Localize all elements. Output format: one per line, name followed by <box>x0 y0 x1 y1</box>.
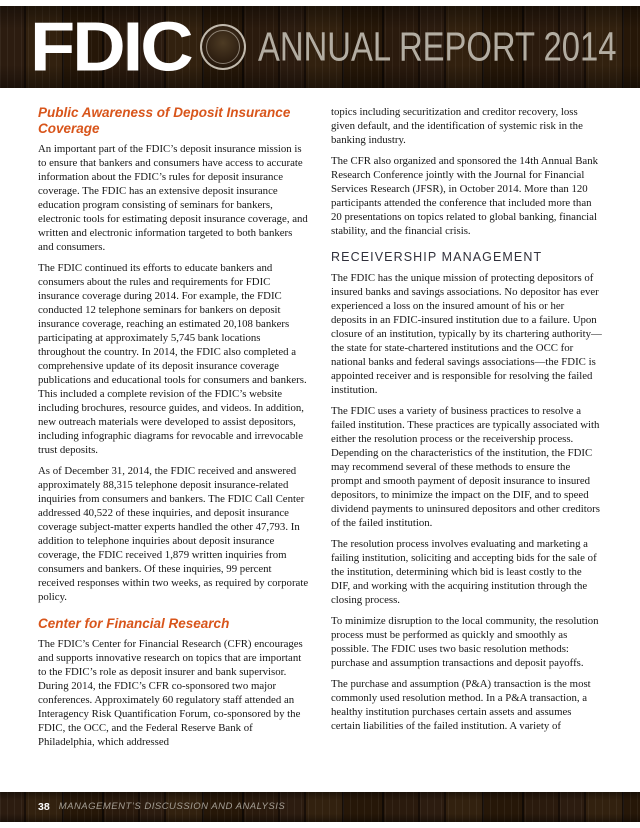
report-header-banner <box>0 6 640 88</box>
right-column <box>331 105 602 792</box>
heading-center-for-financial-research: Center for Financial Research <box>38 616 230 631</box>
page-footer <box>0 792 640 822</box>
heading-public-awareness: Public Awareness of Deposit Insurance Coverage <box>38 105 291 136</box>
body-paragraph: The FDIC uses a variety of business practices to resolve a failed institution. These practices are typically associated with either the resolution process or the receivership process. Depending on the characteristics of the institution, the FDIC may recommend several of these methods to ensure the prompt and smooth payment of deposit insurance to insured depositors, to minimize the impact on the DIF, and to speed dividend payments to uninsured depositors and other creditors of the failed institution. <box>331 405 600 529</box>
body-paragraph: The purchase and assumption (P&A) transaction is the most commonly used resolution method. In a P&A transaction, a healthy institution purchases certain assets and assumes certain liabilities of the failed institution. A variety of <box>331 678 591 732</box>
left-column <box>38 105 309 792</box>
fdic-seal-inner-ring-icon <box>206 30 240 64</box>
annual-report-title: ANNUAL REPORT 2014 <box>257 24 617 70</box>
page-content <box>0 88 640 792</box>
body-paragraph: As of December 31, 2014, the FDIC received and answered approximately 88,315 telephone deposit insurance-related inquiries from consumers and bankers. The FDIC Call Center addressed 40,522 of these inquiries, and deposit insurance coverage subject-matter experts handled the other 47,793. In addition to telephone inquiries about deposit insurance coverage, the FDIC received 1,879 written inquiries from consumers and bankers. Of these inquiries, 99 percent received responses within two weeks, as required by corporate policy. <box>38 465 309 603</box>
body-paragraph: The resolution process involves evaluating and marketing a failing institution, soliciting and accepting bids for the sale of the institution, determining which bid is least costly to the DIF, and working with the acquiring institution through the closing process. <box>331 538 597 606</box>
fdic-logo: FDIC <box>30 7 191 86</box>
fdic-seal-icon <box>200 24 246 70</box>
footer-section-title: MANAGEMENT’S DISCUSSION AND ANALYSIS <box>58 801 286 813</box>
body-paragraph: An important part of the FDIC’s deposit insurance mission is to ensure that bankers and consumers have access to accurate information about the FDIC’s rules for deposit insurance coverage. The FDIC has an extensive deposit insurance education program consisting of seminars for bankers, electronic tools for estimating deposit insurance coverage, and written and electronic information targeted to both bankers and consumers. <box>38 143 308 253</box>
body-paragraph: The FDIC continued its efforts to educate bankers and consumers about the rules and requirements for FDIC insurance coverage during 2014. For example, the FDIC conducted 12 telephone seminars for bankers on deposit insurance coverage, reaching an estimated 20,108 bankers participating at approximately 5,745 bank locations throughout the country. In 2014, the FDIC also completed a comprehensive update of its deposit insurance coverage publications and educational tools for consumers and bankers. This included a complete revision of the FDIC’s website including brochures, resource guides, and videos. In addition, new outreach materials were developed to assist depositors, including infographic diagrams for revocable and irrevocable trust deposits. <box>38 262 307 456</box>
body-paragraph: To minimize disruption to the local community, the resolution process must be performed as quickly and smoothly as possible. The FDIC uses two basic resolution methods: purchase and assumption transactions and deposit payoffs. <box>331 615 599 669</box>
page-number: 38 <box>38 800 50 813</box>
body-paragraph: topics including securitization and creditor recovery, loss given default, and the identification of systemic risk in the banking industry. <box>331 106 583 146</box>
body-paragraph: The FDIC has the unique mission of protecting depositors of insured banks and savings associations. No depositor has ever experienced a loss on the insured amount of his or her deposits in an FDIC-insured institution due to a failure. Upon closure of an institution, typically by its chartering authority—the state for state-chartered institutions and the OCC for national banks and federal savings associations—the FDIC is appointed receiver and is responsible for resolving the failed institution. <box>331 272 602 396</box>
heading-receivership-management: RECEIVERSHIP MANAGEMENT <box>331 250 543 264</box>
body-paragraph: The CFR also organized and sponsored the 14th Annual Bank Research Conference jointly with the Journal for Financial Services Research (JFSR), in October 2014. More than 120 participants attended the conference that included more than 20 presentations on topics related to global banking, financial stability, and the financial crisis. <box>331 155 598 237</box>
body-paragraph: The FDIC’s Center for Financial Research (CFR) encourages and supports innovative research on topics that are important to the FDIC’s role as deposit insurer and bank supervisor. During 2014, the FDIC’s CFR co-sponsored two major conferences. Approximately 60 regulatory staff attended an Interagency Risk Quantification Forum, co-sponsored by the FDIC, the OCC, and the Federal Reserve Bank of Philadelphia, which addressed <box>38 638 303 748</box>
